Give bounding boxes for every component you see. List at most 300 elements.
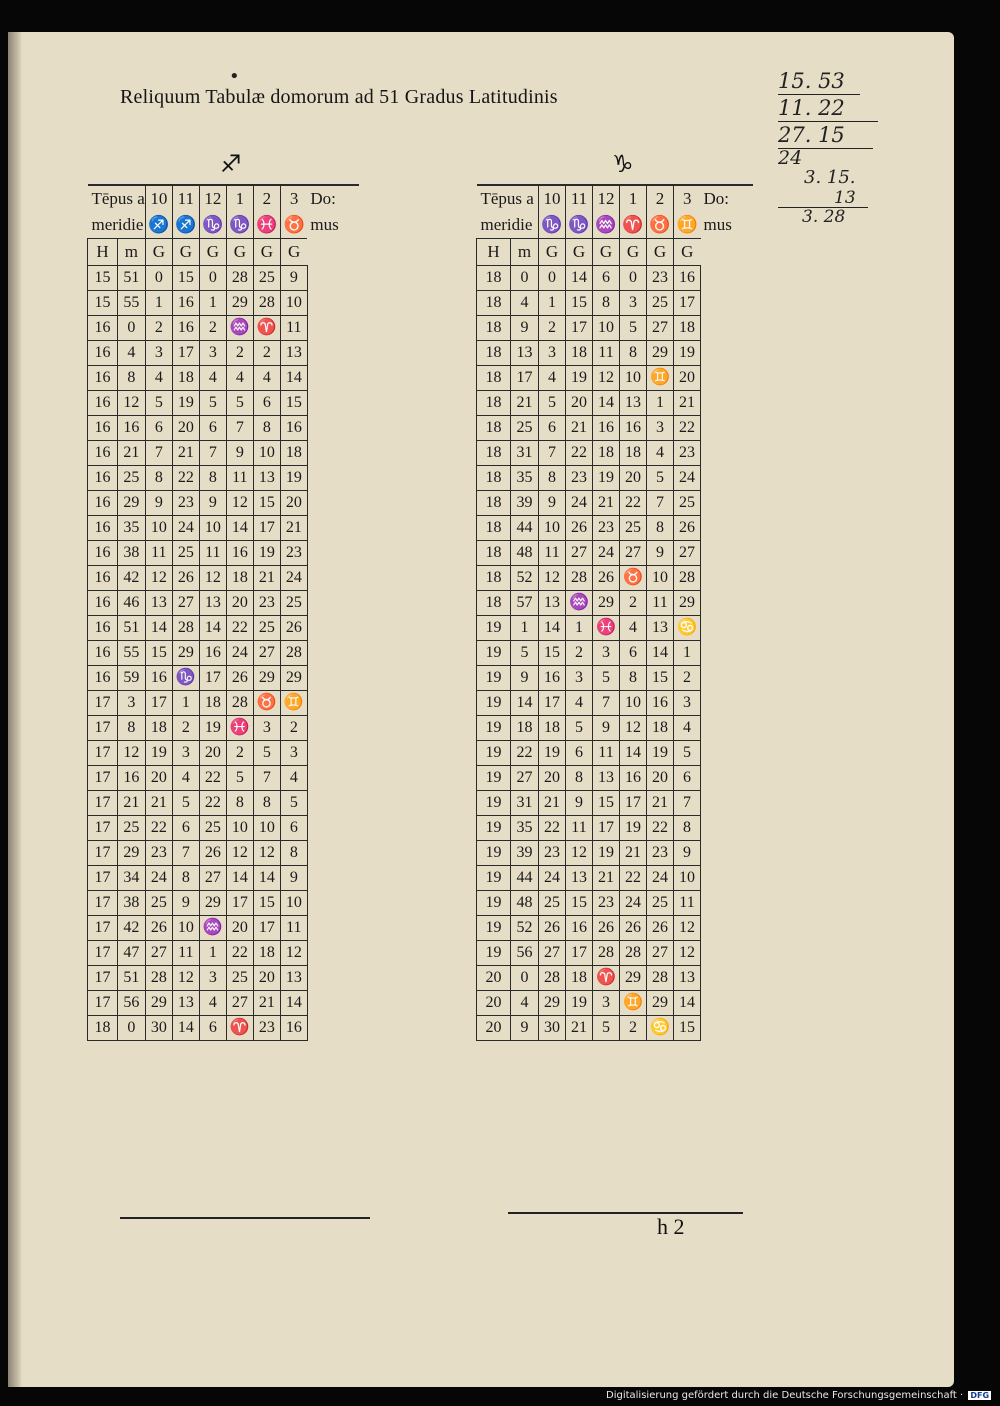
degree-cell: ♊ xyxy=(280,691,307,716)
degree-cell: 7 xyxy=(647,491,674,516)
house-number: 2 xyxy=(253,185,280,212)
degree-cell: 4 xyxy=(199,366,226,391)
blank-cell xyxy=(701,391,753,416)
degree-cell: 7 xyxy=(145,441,172,466)
table-row xyxy=(477,466,753,491)
degree-cell: 6 xyxy=(253,391,280,416)
degree-cell: 29 xyxy=(647,991,674,1016)
degree-cell: 3 xyxy=(145,341,172,366)
degree-cell: 11 xyxy=(145,541,172,566)
degree-cell: 26 xyxy=(199,841,226,866)
degree-cell: 22 xyxy=(145,816,172,841)
unit-label: G xyxy=(674,239,701,266)
table-row xyxy=(88,416,360,441)
blank-cell xyxy=(701,441,753,466)
degree-cell: 29 xyxy=(593,591,620,616)
degree-cell: 2 xyxy=(199,316,226,341)
degree-cell: 20 xyxy=(647,766,674,791)
degree-cell: 9 xyxy=(647,541,674,566)
degree-cell: 25 xyxy=(674,491,701,516)
blank-cell xyxy=(307,366,359,391)
degree-cell: 14 xyxy=(280,991,307,1016)
degree-cell: 13 xyxy=(539,591,566,616)
minute-cell: 56 xyxy=(117,991,145,1016)
degree-cell: 23 xyxy=(253,1016,280,1041)
degree-cell: 29 xyxy=(253,666,280,691)
degree-cell: 1 xyxy=(145,291,172,316)
degree-cell: 23 xyxy=(647,841,674,866)
unit-label: G xyxy=(647,239,674,266)
degree-cell: ♓ xyxy=(226,716,253,741)
blank-cell xyxy=(701,766,753,791)
table-row xyxy=(88,891,360,916)
zodiac-sign-icon: ♑ xyxy=(199,212,226,239)
blank-cell xyxy=(307,416,359,441)
blank-cell xyxy=(701,816,753,841)
degree-cell: 3 xyxy=(280,741,307,766)
ink-dot: • xyxy=(229,66,240,87)
minute-cell: 56 xyxy=(511,941,539,966)
degree-cell: 18 xyxy=(593,441,620,466)
bottom-rule xyxy=(120,1217,370,1219)
degree-cell: 1 xyxy=(199,941,226,966)
hour-cell: 19 xyxy=(477,741,511,766)
degree-cell: 21 xyxy=(674,391,701,416)
hour-cell: 18 xyxy=(477,341,511,366)
table-row xyxy=(88,841,360,866)
table-row xyxy=(477,841,753,866)
degree-cell: 8 xyxy=(647,516,674,541)
degree-cell: 2 xyxy=(620,591,647,616)
table-row xyxy=(477,391,753,416)
degree-cell: 6 xyxy=(539,416,566,441)
blank-cell xyxy=(307,341,359,366)
degree-cell: 8 xyxy=(539,466,566,491)
degree-cell: 6 xyxy=(566,741,593,766)
degree-cell: ♉ xyxy=(253,691,280,716)
degree-cell: 16 xyxy=(566,916,593,941)
degree-cell: 17 xyxy=(620,791,647,816)
degree-cell: 2 xyxy=(172,716,199,741)
degree-cell: 26 xyxy=(674,516,701,541)
degree-cell: 3 xyxy=(620,291,647,316)
unit-label: m xyxy=(117,239,145,266)
degree-cell: 27 xyxy=(226,991,253,1016)
blank-cell xyxy=(307,716,359,741)
sagittarius-sign-icon: ♐ xyxy=(220,150,242,178)
degree-cell: 13 xyxy=(199,591,226,616)
table-row xyxy=(477,1016,753,1041)
house-number: 1 xyxy=(620,185,647,212)
degree-cell: 29 xyxy=(620,966,647,991)
degree-cell: 25 xyxy=(253,266,280,291)
degree-cell: 19 xyxy=(566,991,593,1016)
blank-cell xyxy=(307,641,359,666)
degree-cell: 26 xyxy=(620,916,647,941)
domus-label: Do: xyxy=(701,185,753,212)
degree-cell: 7 xyxy=(172,841,199,866)
degree-cell: ♈ xyxy=(226,1016,253,1041)
degree-cell: 21 xyxy=(253,991,280,1016)
degree-cell: 22 xyxy=(674,416,701,441)
note-line: 3. 15. xyxy=(804,167,856,188)
hour-cell: 20 xyxy=(477,1016,511,1041)
zodiac-sign-icon: ♈ xyxy=(620,212,647,239)
degree-cell: 16 xyxy=(539,666,566,691)
degree-cell: 11 xyxy=(226,466,253,491)
degree-cell: 3 xyxy=(674,691,701,716)
house-number: 10 xyxy=(145,185,172,212)
degree-cell: 4 xyxy=(145,366,172,391)
degree-cell: 25 xyxy=(280,591,307,616)
hour-cell: 18 xyxy=(477,516,511,541)
degree-cell: 10 xyxy=(253,816,280,841)
degree-cell: 2 xyxy=(620,1016,647,1041)
table-row xyxy=(477,691,753,716)
minute-cell: 29 xyxy=(117,491,145,516)
degree-cell: 20 xyxy=(226,591,253,616)
table-row xyxy=(477,616,753,641)
degree-cell: 3 xyxy=(253,716,280,741)
table-row xyxy=(477,866,753,891)
degree-cell: 16 xyxy=(226,541,253,566)
blank-cell xyxy=(701,239,753,266)
blank-cell xyxy=(307,239,359,266)
degree-cell: 5 xyxy=(647,466,674,491)
degree-cell: 14 xyxy=(145,616,172,641)
degree-cell: 18 xyxy=(647,716,674,741)
blank-cell xyxy=(307,666,359,691)
degree-cell: 15 xyxy=(647,666,674,691)
minute-cell: 44 xyxy=(511,516,539,541)
degree-cell: 13 xyxy=(145,591,172,616)
degree-cell: 0 xyxy=(620,266,647,291)
degree-cell: 27 xyxy=(647,941,674,966)
hour-cell: 17 xyxy=(88,941,118,966)
hour-cell: 17 xyxy=(88,741,118,766)
blank-cell xyxy=(701,916,753,941)
minute-cell: 9 xyxy=(511,316,539,341)
degree-cell: 29 xyxy=(172,641,199,666)
hour-cell: 17 xyxy=(88,916,118,941)
minute-cell: 39 xyxy=(511,491,539,516)
degree-cell: 23 xyxy=(593,516,620,541)
degree-cell: 21 xyxy=(253,566,280,591)
unit-label: G xyxy=(226,239,253,266)
hour-cell: 18 xyxy=(477,591,511,616)
degree-cell: 4 xyxy=(172,766,199,791)
unit-label: G xyxy=(253,239,280,266)
degree-cell: 24 xyxy=(145,866,172,891)
degree-cell: 27 xyxy=(674,541,701,566)
degree-cell: 10 xyxy=(674,866,701,891)
blank-cell xyxy=(701,866,753,891)
degree-cell: 27 xyxy=(566,541,593,566)
degree-cell: 24 xyxy=(539,866,566,891)
degree-cell: 22 xyxy=(647,816,674,841)
minute-cell: 35 xyxy=(511,466,539,491)
blank-cell xyxy=(701,966,753,991)
degree-cell: 29 xyxy=(539,991,566,1016)
degree-cell: 20 xyxy=(226,916,253,941)
blank-cell xyxy=(307,891,359,916)
minute-cell: 34 xyxy=(117,866,145,891)
degree-cell: 22 xyxy=(539,816,566,841)
degree-cell: 29 xyxy=(226,291,253,316)
degree-cell: 25 xyxy=(647,891,674,916)
degree-cell: 15 xyxy=(674,1016,701,1041)
degree-cell: 17 xyxy=(674,291,701,316)
table-body xyxy=(88,266,360,1041)
degree-cell: 10 xyxy=(620,366,647,391)
degree-cell: 2 xyxy=(674,666,701,691)
degree-cell: 23 xyxy=(172,491,199,516)
signature-mark: h 2 xyxy=(657,1214,685,1239)
degree-cell: 27 xyxy=(253,641,280,666)
minute-cell: 4 xyxy=(511,991,539,1016)
degree-cell: 10 xyxy=(199,516,226,541)
minute-cell: 13 xyxy=(511,341,539,366)
blank-cell xyxy=(307,541,359,566)
degree-cell: 26 xyxy=(172,566,199,591)
degree-cell: 30 xyxy=(145,1016,172,1041)
degree-cell: 1 xyxy=(199,291,226,316)
degree-cell: 24 xyxy=(566,491,593,516)
blank-cell xyxy=(307,266,359,291)
degree-cell: 14 xyxy=(280,366,307,391)
degree-cell: 9 xyxy=(539,491,566,516)
minute-cell: 1 xyxy=(511,616,539,641)
hour-cell: 17 xyxy=(88,791,118,816)
hour-cell: 16 xyxy=(88,616,118,641)
degree-cell: 2 xyxy=(145,316,172,341)
table-row xyxy=(88,766,360,791)
degree-cell: 17 xyxy=(593,816,620,841)
degree-cell: 12 xyxy=(172,966,199,991)
degree-cell: 15 xyxy=(280,391,307,416)
capricorn-sign-icon: ♑ xyxy=(612,150,634,178)
degree-cell: 22 xyxy=(199,766,226,791)
minute-cell: 35 xyxy=(117,516,145,541)
degree-cell: 23 xyxy=(253,591,280,616)
hour-cell: 15 xyxy=(88,266,118,291)
degree-cell: 15 xyxy=(566,291,593,316)
degree-cell: ♉ xyxy=(620,566,647,591)
degree-cell: 22 xyxy=(566,441,593,466)
degree-cell: 5 xyxy=(539,391,566,416)
degree-cell: 19 xyxy=(647,741,674,766)
house-number: 11 xyxy=(566,185,593,212)
blank-cell xyxy=(701,941,753,966)
degree-cell: 12 xyxy=(539,566,566,591)
minute-cell: 44 xyxy=(511,866,539,891)
blank-cell xyxy=(307,591,359,616)
hour-cell: 17 xyxy=(88,841,118,866)
table-row xyxy=(88,341,360,366)
degree-cell: 6 xyxy=(199,416,226,441)
blank-cell xyxy=(307,916,359,941)
degree-cell: 16 xyxy=(145,666,172,691)
hour-cell: 17 xyxy=(88,991,118,1016)
domus-label: Do: xyxy=(307,185,359,212)
blank-cell xyxy=(701,841,753,866)
degree-cell: 2 xyxy=(226,741,253,766)
house-number: 3 xyxy=(280,185,307,212)
hour-cell: 15 xyxy=(88,291,118,316)
minute-cell: 16 xyxy=(117,766,145,791)
minute-cell: 9 xyxy=(511,666,539,691)
degree-cell: 26 xyxy=(145,916,172,941)
table-row xyxy=(88,666,360,691)
unit-label: G xyxy=(593,239,620,266)
blank-cell xyxy=(701,691,753,716)
hour-cell: 16 xyxy=(88,416,118,441)
degree-cell: 20 xyxy=(280,491,307,516)
degree-cell: 21 xyxy=(280,516,307,541)
minute-cell: 29 xyxy=(117,841,145,866)
minute-cell: 14 xyxy=(511,691,539,716)
house-number: 12 xyxy=(593,185,620,212)
degree-cell: 14 xyxy=(593,391,620,416)
degree-cell: 4 xyxy=(620,616,647,641)
degree-cell: 11 xyxy=(593,341,620,366)
minute-cell: 4 xyxy=(511,291,539,316)
table-row xyxy=(477,491,753,516)
degree-cell: 4 xyxy=(199,991,226,1016)
degree-cell: 19 xyxy=(280,466,307,491)
minute-cell: 12 xyxy=(117,391,145,416)
degree-cell: 6 xyxy=(172,816,199,841)
minute-cell: 9 xyxy=(511,1016,539,1041)
table-row xyxy=(88,566,360,591)
degree-cell: 13 xyxy=(593,766,620,791)
blank-cell xyxy=(307,291,359,316)
hour-cell: 16 xyxy=(88,516,118,541)
degree-cell: 28 xyxy=(566,566,593,591)
minute-cell: 0 xyxy=(117,316,145,341)
hour-cell: 18 xyxy=(477,316,511,341)
degree-cell: 18 xyxy=(145,716,172,741)
blank-cell xyxy=(701,516,753,541)
degree-cell: 27 xyxy=(199,866,226,891)
degree-cell: 12 xyxy=(280,941,307,966)
table-row xyxy=(477,566,753,591)
degree-cell: 7 xyxy=(253,766,280,791)
degree-cell: 24 xyxy=(280,566,307,591)
degree-cell: ♒ xyxy=(199,916,226,941)
degree-cell: 15 xyxy=(253,891,280,916)
hour-cell: 19 xyxy=(477,641,511,666)
degree-cell: ♈ xyxy=(253,316,280,341)
degree-cell: 13 xyxy=(253,466,280,491)
degree-cell: 21 xyxy=(566,416,593,441)
unit-label: G xyxy=(539,239,566,266)
hour-cell: 16 xyxy=(88,491,118,516)
minute-cell: 38 xyxy=(117,891,145,916)
degree-cell: 29 xyxy=(647,341,674,366)
hour-cell: 17 xyxy=(88,691,118,716)
hour-cell: 19 xyxy=(477,891,511,916)
hour-cell: 16 xyxy=(88,666,118,691)
blank-cell xyxy=(701,616,753,641)
degree-cell: 5 xyxy=(226,766,253,791)
zodiac-sign-icon: ♑ xyxy=(226,212,253,239)
degree-cell: 16 xyxy=(647,691,674,716)
hour-cell: 19 xyxy=(477,816,511,841)
degree-cell: 12 xyxy=(199,566,226,591)
minute-cell: 21 xyxy=(117,441,145,466)
table-row xyxy=(477,716,753,741)
table-row xyxy=(88,391,360,416)
degree-cell: 25 xyxy=(647,291,674,316)
degree-cell: 3 xyxy=(199,966,226,991)
degree-cell: 28 xyxy=(280,641,307,666)
hour-cell: 19 xyxy=(477,841,511,866)
degree-cell: 29 xyxy=(145,991,172,1016)
zodiac-sign-icon: ♉ xyxy=(647,212,674,239)
unit-label: G xyxy=(145,239,172,266)
degree-cell: 0 xyxy=(199,266,226,291)
degree-cell: ♈ xyxy=(593,966,620,991)
zodiac-sign-icon: ♑ xyxy=(539,212,566,239)
minute-cell: 55 xyxy=(117,641,145,666)
degree-cell: 19 xyxy=(674,341,701,366)
hour-cell: 16 xyxy=(88,441,118,466)
table-row xyxy=(88,916,360,941)
degree-cell: 14 xyxy=(620,741,647,766)
degree-cell: 15 xyxy=(145,641,172,666)
degree-cell: 13 xyxy=(674,966,701,991)
blank-cell xyxy=(307,391,359,416)
table-row xyxy=(477,666,753,691)
blank-cell xyxy=(307,816,359,841)
table-row xyxy=(477,816,753,841)
degree-cell: 5 xyxy=(280,791,307,816)
degree-cell: ♓ xyxy=(593,616,620,641)
degree-cell: 16 xyxy=(199,641,226,666)
table-row xyxy=(477,891,753,916)
table-row xyxy=(477,641,753,666)
degree-cell: 9 xyxy=(226,441,253,466)
degree-cell: 21 xyxy=(566,1016,593,1041)
degree-cell: 18 xyxy=(172,366,199,391)
degree-cell: 11 xyxy=(674,891,701,916)
degree-cell: 16 xyxy=(620,416,647,441)
degree-cell: 8 xyxy=(253,791,280,816)
degree-cell: 18 xyxy=(226,566,253,591)
table-row xyxy=(477,441,753,466)
degree-cell: 18 xyxy=(620,441,647,466)
degree-cell: 20 xyxy=(674,366,701,391)
handwritten-note xyxy=(778,68,888,226)
degree-cell: 15 xyxy=(593,791,620,816)
degree-cell: 10 xyxy=(253,441,280,466)
hour-cell: 16 xyxy=(88,316,118,341)
degree-cell: ♒ xyxy=(566,591,593,616)
degree-cell: 15 xyxy=(539,641,566,666)
table-row xyxy=(88,991,360,1016)
hour-cell: 16 xyxy=(88,391,118,416)
house-number: 2 xyxy=(647,185,674,212)
degree-cell: 25 xyxy=(620,516,647,541)
table-row xyxy=(477,291,753,316)
degree-cell: 19 xyxy=(199,716,226,741)
table-row xyxy=(88,741,360,766)
blank-cell xyxy=(307,866,359,891)
degree-cell: 18 xyxy=(539,716,566,741)
degree-cell: 2 xyxy=(253,341,280,366)
table-row xyxy=(88,366,360,391)
